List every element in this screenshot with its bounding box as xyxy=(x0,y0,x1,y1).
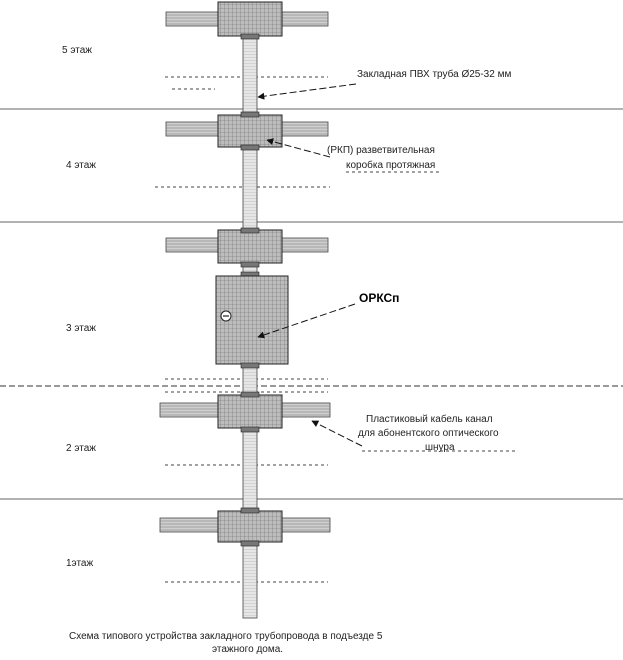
caption-line2: этажного дома. xyxy=(212,644,284,655)
floor-label-5: 5 этаж xyxy=(62,45,92,56)
junction-box xyxy=(218,2,282,36)
junction-1 xyxy=(160,508,330,546)
junction-box xyxy=(218,230,282,263)
pipe-coupling xyxy=(241,228,259,233)
junction-leader xyxy=(267,140,330,157)
junction-callout-line2: коробка протяжная xyxy=(346,160,436,171)
pipe-coupling xyxy=(241,508,259,513)
junction-4 xyxy=(166,112,328,150)
floor-labels xyxy=(62,45,96,569)
floor-label-2: 2 этаж xyxy=(66,443,96,454)
pipe-coupling xyxy=(241,262,259,267)
junction-box xyxy=(218,395,282,428)
channel-callout-line3: шнура xyxy=(425,442,455,453)
pipe-leader xyxy=(258,84,356,97)
channel-leader xyxy=(312,421,362,446)
junction-5 xyxy=(166,2,328,39)
junction-box xyxy=(218,511,282,542)
junction-callout-line1: (РКП) разветвительная xyxy=(327,145,435,156)
caption-line1: Схема типового устройства закладного трубопровода в подъезде 5 xyxy=(69,631,383,642)
pipe-coupling xyxy=(241,427,259,432)
junction-box xyxy=(218,115,282,147)
junction-2 xyxy=(160,392,330,432)
pipe-coupling xyxy=(241,541,259,546)
pipe-coupling xyxy=(241,34,259,39)
floor-label-1: 1этаж xyxy=(66,558,94,569)
junction-3 xyxy=(166,228,328,368)
floor-label-3: 3 этаж xyxy=(66,323,96,334)
pipe-callout: Закладная ПВХ труба Ø25-32 мм xyxy=(357,69,512,80)
channel-callout-line2: для абонентского оптического xyxy=(358,428,499,439)
pipe-coupling xyxy=(241,112,259,117)
pipe-coupling xyxy=(241,145,259,150)
callout-labels xyxy=(327,68,511,453)
orks-callout: ОРКСп xyxy=(359,291,400,305)
pipe-coupling xyxy=(241,392,259,397)
diagram-caption xyxy=(69,630,383,655)
pipe-coupling xyxy=(241,363,259,368)
channel-callout-line1: Пластиковый кабель канал xyxy=(366,414,493,425)
floor-label-4: 4 этаж xyxy=(66,160,96,171)
